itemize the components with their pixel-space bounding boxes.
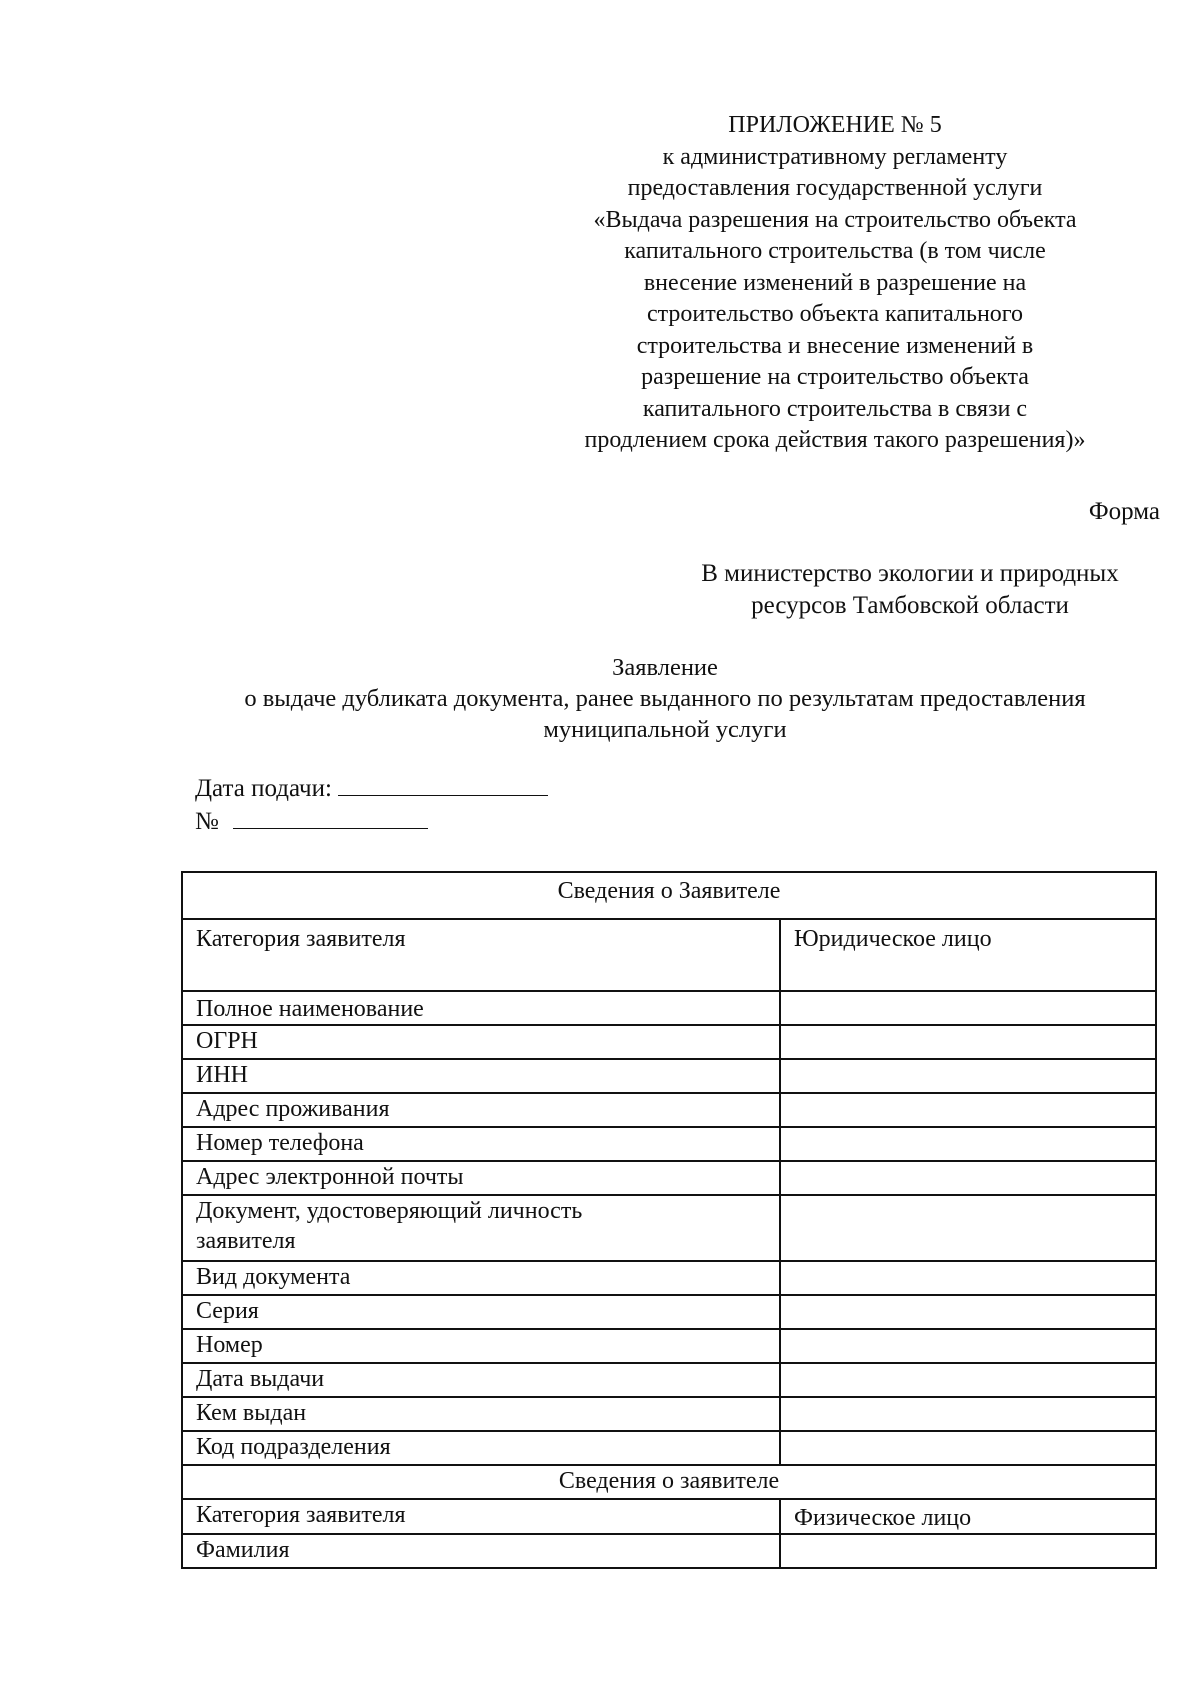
addressee bbox=[640, 558, 1180, 622]
statement-subtitle: муниципальной услуги bbox=[543, 716, 787, 743]
row-label: Дата выдачи bbox=[182, 1363, 780, 1397]
appendix-line: капитального строительства в связи с bbox=[642, 395, 1028, 422]
row-label: Номер телефона bbox=[182, 1127, 780, 1161]
row-label: Кем выдан bbox=[182, 1397, 780, 1431]
section-header-legal: Сведения о Заявителе bbox=[182, 872, 1156, 919]
submission-date-row bbox=[195, 772, 548, 805]
row-value-cell[interactable] bbox=[780, 1059, 1156, 1093]
appendix-line: «Выдача разрешения на строительство объекта bbox=[593, 206, 1077, 233]
appendix-line: капитального строительства (в том числе bbox=[624, 238, 1046, 264]
category-label: Категория заявителя bbox=[182, 919, 780, 991]
submission-block bbox=[195, 772, 548, 838]
row-value-cell[interactable] bbox=[780, 1025, 1156, 1059]
statement-heading bbox=[150, 652, 1180, 745]
addressee-line: В министерство экологии и природных bbox=[701, 560, 1119, 587]
row-value-cell[interactable] bbox=[780, 1093, 1156, 1127]
identity-doc-label bbox=[182, 1195, 780, 1261]
submission-date-label: Дата подачи: bbox=[195, 775, 332, 802]
row-label: ИНН bbox=[182, 1059, 780, 1093]
identity-doc-line: заявителя bbox=[196, 1228, 296, 1254]
row-label: Полное наименование bbox=[182, 991, 780, 1025]
identity-doc-line: Документ, удостоверяющий личность bbox=[196, 1198, 583, 1224]
appendix-line: строительство объекта капитального bbox=[646, 301, 1024, 327]
category-value: Физическое лицо bbox=[780, 1499, 1156, 1534]
appendix-header bbox=[520, 110, 1150, 457]
row-label: Фамилия bbox=[182, 1534, 780, 1568]
row-value-cell[interactable] bbox=[780, 1195, 1156, 1261]
row-label: Код подразделения bbox=[182, 1431, 780, 1465]
row-value-cell[interactable] bbox=[780, 991, 1156, 1025]
form-label: Форма bbox=[1088, 498, 1160, 525]
category-value: Юридическое лицо bbox=[780, 919, 1156, 991]
appendix-line: продлением срока действия такого разрешения)» bbox=[584, 427, 1086, 453]
submission-number-row bbox=[195, 805, 548, 838]
row-label: Адрес электронной почты bbox=[182, 1161, 780, 1195]
applicant-table bbox=[181, 871, 1157, 1569]
appendix-line: внесение изменений в разрешение на bbox=[643, 269, 1027, 296]
row-value-cell[interactable] bbox=[780, 1534, 1156, 1568]
row-value-cell[interactable] bbox=[780, 1329, 1156, 1363]
appendix-line: к административному регламенту bbox=[662, 143, 1008, 170]
submission-number-label: № bbox=[195, 808, 219, 835]
submission-number-field[interactable] bbox=[233, 806, 428, 829]
statement-title: Заявление bbox=[612, 654, 718, 681]
row-label: Номер bbox=[182, 1329, 780, 1363]
section-header-individual: Сведения о заявителе bbox=[182, 1465, 1156, 1499]
row-label: Серия bbox=[182, 1295, 780, 1329]
row-value-cell[interactable] bbox=[780, 1295, 1156, 1329]
row-value-cell[interactable] bbox=[780, 1261, 1156, 1295]
row-value-cell[interactable] bbox=[780, 1397, 1156, 1431]
row-value-cell[interactable] bbox=[780, 1431, 1156, 1465]
addressee-line: ресурсов Тамбовской области bbox=[751, 592, 1069, 619]
appendix-title: ПРИЛОЖЕНИЕ № 5 bbox=[728, 112, 942, 138]
row-label: Вид документа bbox=[182, 1261, 780, 1295]
submission-date-field[interactable] bbox=[338, 773, 548, 796]
row-label: Адрес проживания bbox=[182, 1093, 780, 1127]
appendix-line: строительства и внесение изменений в bbox=[636, 332, 1034, 359]
row-value-cell[interactable] bbox=[780, 1127, 1156, 1161]
appendix-line: разрешение на строительство объекта bbox=[641, 364, 1029, 390]
category-label: Категория заявителя bbox=[182, 1499, 780, 1534]
row-value-cell[interactable] bbox=[780, 1363, 1156, 1397]
statement-subtitle: о выдаче дубликата документа, ранее выданного по результатам предоставления bbox=[244, 685, 1086, 712]
appendix-line: предоставления государственной услуги bbox=[627, 175, 1043, 201]
row-label: ОГРН bbox=[182, 1025, 780, 1059]
row-value-cell[interactable] bbox=[780, 1161, 1156, 1195]
